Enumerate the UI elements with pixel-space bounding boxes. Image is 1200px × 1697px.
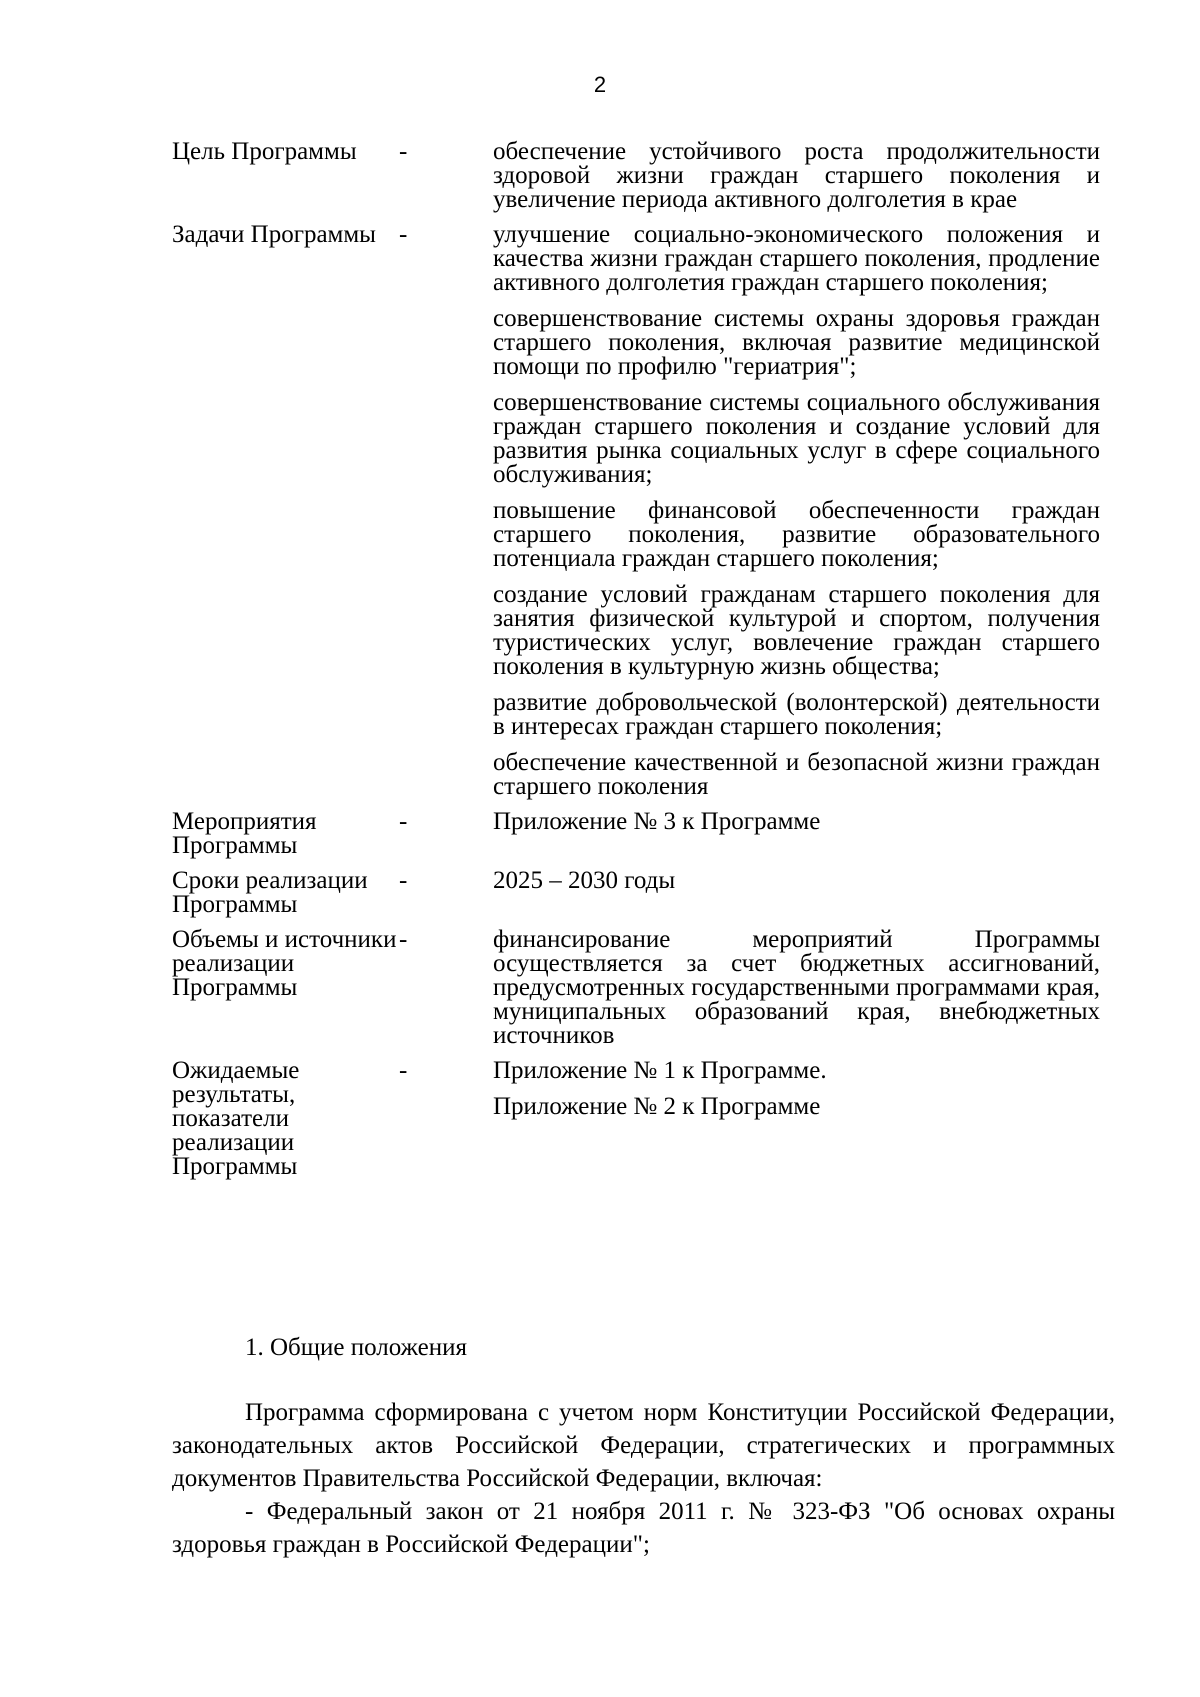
passport-paragraph: создание условий гражданам старшего поколения для занятия физической культурой и спортом, получения туристических услуг, вовлечение граждан старшего поколения в культурную жизнь общества; xyxy=(493,581,1100,680)
passport-label: Цель Программы xyxy=(172,138,357,165)
passport-paragraph: финансирование мероприятий Программы осуществляется за счет бюджетных ассигнований, предусмотренных государственными программами края, муниципальных образований края, внебюджетных источников xyxy=(493,926,1100,1049)
passport-content xyxy=(493,928,1100,1048)
passport-paragraph: обеспечение устойчивого роста продолжительности здоровой жизни граждан старшего поколения и увеличение периода активного долголетия в крае xyxy=(493,138,1100,213)
page-number: 2 xyxy=(593,72,607,97)
passport-row-goal xyxy=(172,140,1100,212)
passport-dash: - xyxy=(399,926,408,953)
passport-row-timeline xyxy=(172,869,1100,917)
body-paragraph: Программа сформирована с учетом норм Конституции Российской Федерации, законодательных актов Российской Федерации, стратегических и программных документов Правительства Российской Федерации, включая: xyxy=(172,1399,1115,1492)
passport-paragraph: совершенствование системы охраны здоровья граждан старшего поколения, включая развитие медицинской помощи по профилю "гериатрия"; xyxy=(493,305,1100,380)
passport-content xyxy=(493,810,1100,858)
passport-paragraph: обеспечение качественной и безопасной жизни граждан старшего поколения xyxy=(493,749,1100,800)
passport-paragraph: улучшение социально-экономического положения и качества жизни граждан старшего поколения, продление активного долголетия граждан старшего поколения; xyxy=(493,221,1100,296)
passport-paragraph: Приложение № 1 к Программе. xyxy=(493,1057,827,1084)
body-paragraph: - Федеральный закон от 21 ноября 2011 г. № 323-ФЗ "Об основах охраны здоровья граждан в Российской Федерации"; xyxy=(172,1498,1115,1558)
passport-dash: - xyxy=(399,1057,408,1084)
passport-row-funding xyxy=(172,928,1100,1048)
passport-dash: - xyxy=(399,867,408,894)
passport-paragraph: Приложение № 3 к Программе xyxy=(493,808,821,835)
passport-row-results xyxy=(172,1059,1100,1179)
passport-dash: - xyxy=(399,221,408,248)
passport-dash: - xyxy=(399,808,408,835)
program-passport xyxy=(172,140,1100,1190)
passport-row-activities xyxy=(172,810,1100,858)
passport-content xyxy=(493,140,1100,212)
passport-paragraph: 2025 – 2030 годы xyxy=(493,867,676,894)
passport-dash: - xyxy=(399,138,408,165)
passport-paragraph: развитие добровольческой (волонтерской) деятельности в интересах граждан старшего поколения; xyxy=(493,689,1100,740)
passport-label: Ожидаемые результаты, показатели реализации Программы xyxy=(172,1057,300,1180)
passport-paragraph: повышение финансовой обеспеченности граждан старшего поколения, развитие образовательного потенциала граждан старшего поколения; xyxy=(493,497,1100,572)
passport-content xyxy=(493,1059,1100,1179)
passport-label: Мероприятия Программы xyxy=(172,808,317,859)
section-body xyxy=(172,1396,1115,1561)
passport-label: Задачи Программы xyxy=(172,221,376,248)
passport-content xyxy=(493,223,1100,799)
passport-row-tasks xyxy=(172,223,1100,799)
section-heading: 1. Общие положения xyxy=(245,1334,467,1361)
passport-paragraph: Приложение № 2 к Программе xyxy=(493,1093,821,1120)
passport-label: Сроки реализации Программы xyxy=(172,867,368,918)
passport-label: Объемы и источники реализации Программы xyxy=(172,926,397,1001)
passport-content xyxy=(493,869,1100,917)
passport-paragraph: совершенствование системы социального обслуживания граждан старшего поколения и создание условий для развития рынка социальных услуг в сфере социального обслуживания; xyxy=(493,389,1100,488)
